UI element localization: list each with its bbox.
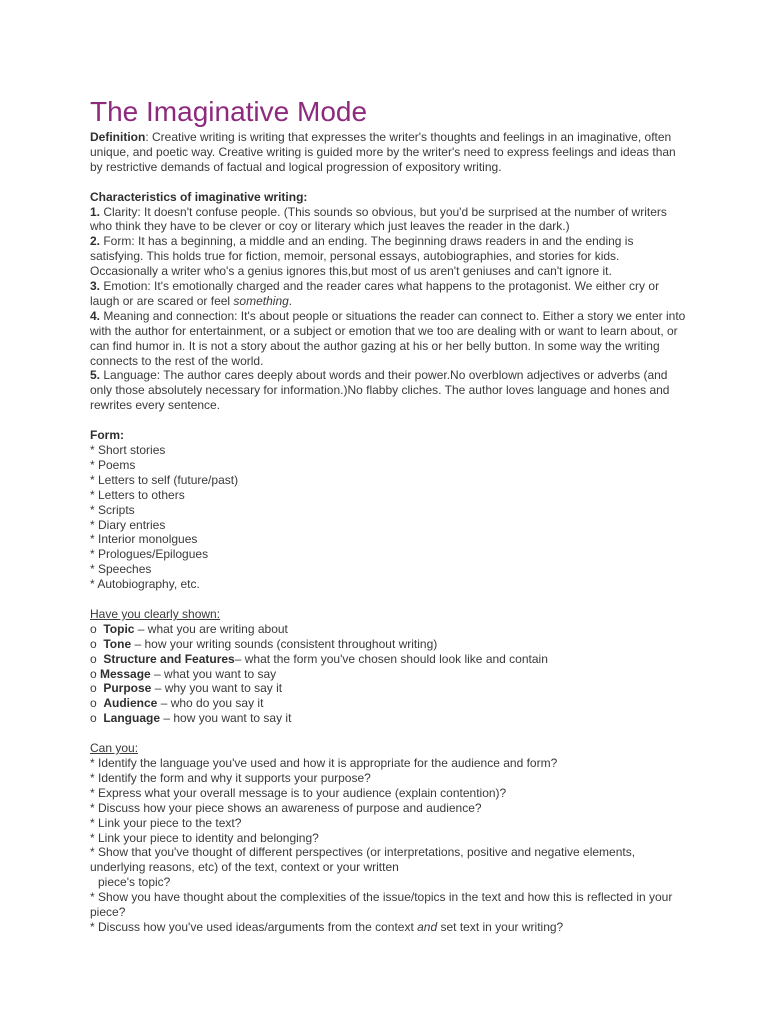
can-you-item: * Link your piece to identity and belonging? — [90, 830, 319, 845]
can-you-item: piece's topic? — [98, 875, 171, 890]
form-item: * Poems — [90, 457, 136, 472]
form-item: * Diary entries — [90, 517, 166, 532]
form-item: * Scripts — [90, 502, 135, 517]
can-you-item: * Discuss how your piece shows an awareness of purpose and audience? — [90, 800, 482, 815]
form-heading: Form: — [90, 428, 124, 443]
can-you-item: * Discuss how you've used ideas/arguments from the context and set text in your writing? — [90, 919, 564, 934]
definition-label: Definition — [90, 130, 146, 144]
characteristic-item: 2. Form: It has a beginning, a middle and an ending. The beginning draws readers in and the ending is satisfying. This holds true for fiction, memoir, personal essays, autobiographies, and stories for kids. Occasionally a writer who's a genius ignores this,but most of us aren't geniuses and can't ignore it. — [90, 234, 634, 279]
definition-text: : Creative writing is writing that expresses the writer's thoughts and feelings in an imaginative, often unique, and poetic way. Creative writing is guided more by the writer's need to express feelings and ideas than by restrictive demands of factual and logical progression of expository writing. — [90, 130, 676, 174]
characteristic-item: 4. Meaning and connection: It's about people or situations the reader can connect to. Either a story we enter into with the author for entertainment, or a subject or emotion that we too are dealing with or want to learn about, or can find humor in. It is not a story about the author gazing at his or her belly button. In some way the writing connects to the rest of the world. — [90, 308, 686, 368]
characteristics-heading: Characteristics of imaginative writing: — [90, 189, 308, 204]
can-you-item: * Express what your overall message is to your audience (explain contention)? — [90, 785, 507, 800]
shown-item: o Topic – what you are writing about — [90, 621, 288, 636]
page-title: The Imaginative Mode — [90, 96, 368, 127]
characteristic-item: 5. Language: The author cares deeply about words and their power.No overblown adjectives or adverbs (and only those absolutely necessary for information.)No flabby cliches. The author loves language and hones and rewrites every sentence. — [90, 368, 670, 413]
shown-item: o Message – what you want to say — [90, 666, 277, 681]
shown-item: o Purpose – why you want to say it — [90, 681, 283, 696]
form-item: * Interior monolgues — [90, 532, 198, 547]
document-page — [90, 96, 690, 935]
can-you-heading: Can you: — [90, 741, 139, 756]
can-you-item: * Show that you've thought of different perspectives (or interpretations, positive and negative elements, underlying reasons, etc) of the text, context or your written — [90, 845, 636, 875]
form-item: * Speeches — [90, 562, 152, 577]
shown-item: o Audience – who do you say it — [90, 696, 264, 711]
form-item: * Letters to others — [90, 487, 185, 502]
characteristic-item: 3. Emotion: It's emotionally charged and the reader cares what happens to the protagonist. We either cry or laugh or are scared or feel something. — [90, 279, 660, 308]
shown-heading: Have you clearly shown: — [90, 606, 221, 621]
form-item: * Letters to self (future/past) — [90, 472, 239, 487]
shown-item: o Structure and Features– what the form you've chosen should look like and contain — [90, 651, 548, 666]
shown-item: o Language – how you want to say it — [90, 711, 292, 726]
can-you-item: * Link your piece to the text? — [90, 815, 242, 830]
shown-item: o Tone – how your writing sounds (consistent throughout writing) — [90, 636, 438, 651]
characteristic-item: 1. Clarity: It doesn't confuse people. (This sounds so obvious, but you'd be surprised at the number of writers who think they have to be clever or coy or literary which just leaves the reader in the dark.) — [90, 204, 667, 234]
form-item: * Prologues/Epilogues — [90, 547, 209, 562]
form-item: * Short stories — [90, 443, 166, 457]
can-you-item: * Identify the form and why it supports your purpose? — [90, 770, 371, 785]
definition-paragraph — [90, 130, 690, 175]
can-you-item: * Identify the language you've used and how it is appropriate for the audience and form? — [90, 756, 558, 770]
form-item: * Autobiography, etc. — [90, 577, 200, 592]
can-you-item: * Show you have thought about the complexities of the issue/topics in the text and how this is reflected in your piece? — [90, 890, 673, 920]
